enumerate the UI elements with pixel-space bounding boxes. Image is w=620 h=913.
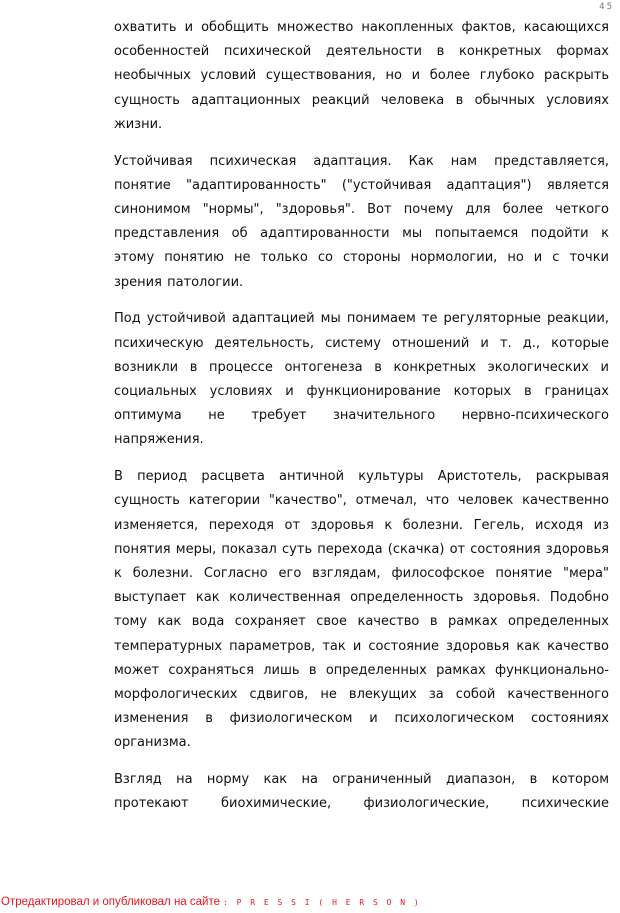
paragraph-3: Под устойчивой адаптацией мы понимаем те регуляторные реакции, психическую деятельность, систему отношений и т. д., которые возникли в процессе онтогенеза в конкретных экологических и социальных условиях и функционирование которых в границах оптимума не требует значительного нервно-психического напряжения. (114, 311, 609, 448)
paragraph-4: В период расцвета античной культуры Аристотель, раскрывая сущность категории "качество", отмечал, что человек качественно изменяется, переходя от здоровья к болезни. Гегель, исходя из понятия меры, показал суть перехода (скачка) от состояния здоровья к болезни. Согласно его взглядам, философское понятие "мера" выступает как количественная определенность здоровья. Подобно тому как вода сохраняет свое качество в рамках определенных температурных параметров, так и состояние здоровья как качество может сохраняться лишь в определенных рамках функционально-морфологических сдвигов, не влекущих за собой качественного изменения в физиологическом и психологическом состояниях организма. (114, 469, 609, 751)
document-body (114, 16, 609, 817)
paragraph-5: Взгляд на норму как на ограниченный диапазон, в котором протекают биохимические, физиологические, психические (114, 772, 609, 812)
footer-credit (1, 896, 421, 908)
page-number: 45 (599, 2, 614, 12)
footer-label: Отредактировал и опубликовал на сайте (1, 896, 220, 908)
paragraph-2: Устойчивая психическая адаптация. Как нам представляется, понятие "адаптированность" ("устойчивая адаптация") является синонимом "нормы", "здоровья". Вот почему для более четкого представления об адаптированности мы попытаемся подойти к этому понятию не только со стороны нормологии, но и с точки зрения патологии. (114, 153, 609, 290)
footer-site-link[interactable]: : P R E S S I ( H E R S O N ) (223, 898, 421, 907)
paragraph-1: охватить и обобщить множество накопленных фактов, касающихся особенностей психической деятельности в конкретных формах необычных условий существования, но и более глубоко раскрыть сущность адаптационных реакций человека в обычных условиях жизни. (114, 20, 609, 132)
